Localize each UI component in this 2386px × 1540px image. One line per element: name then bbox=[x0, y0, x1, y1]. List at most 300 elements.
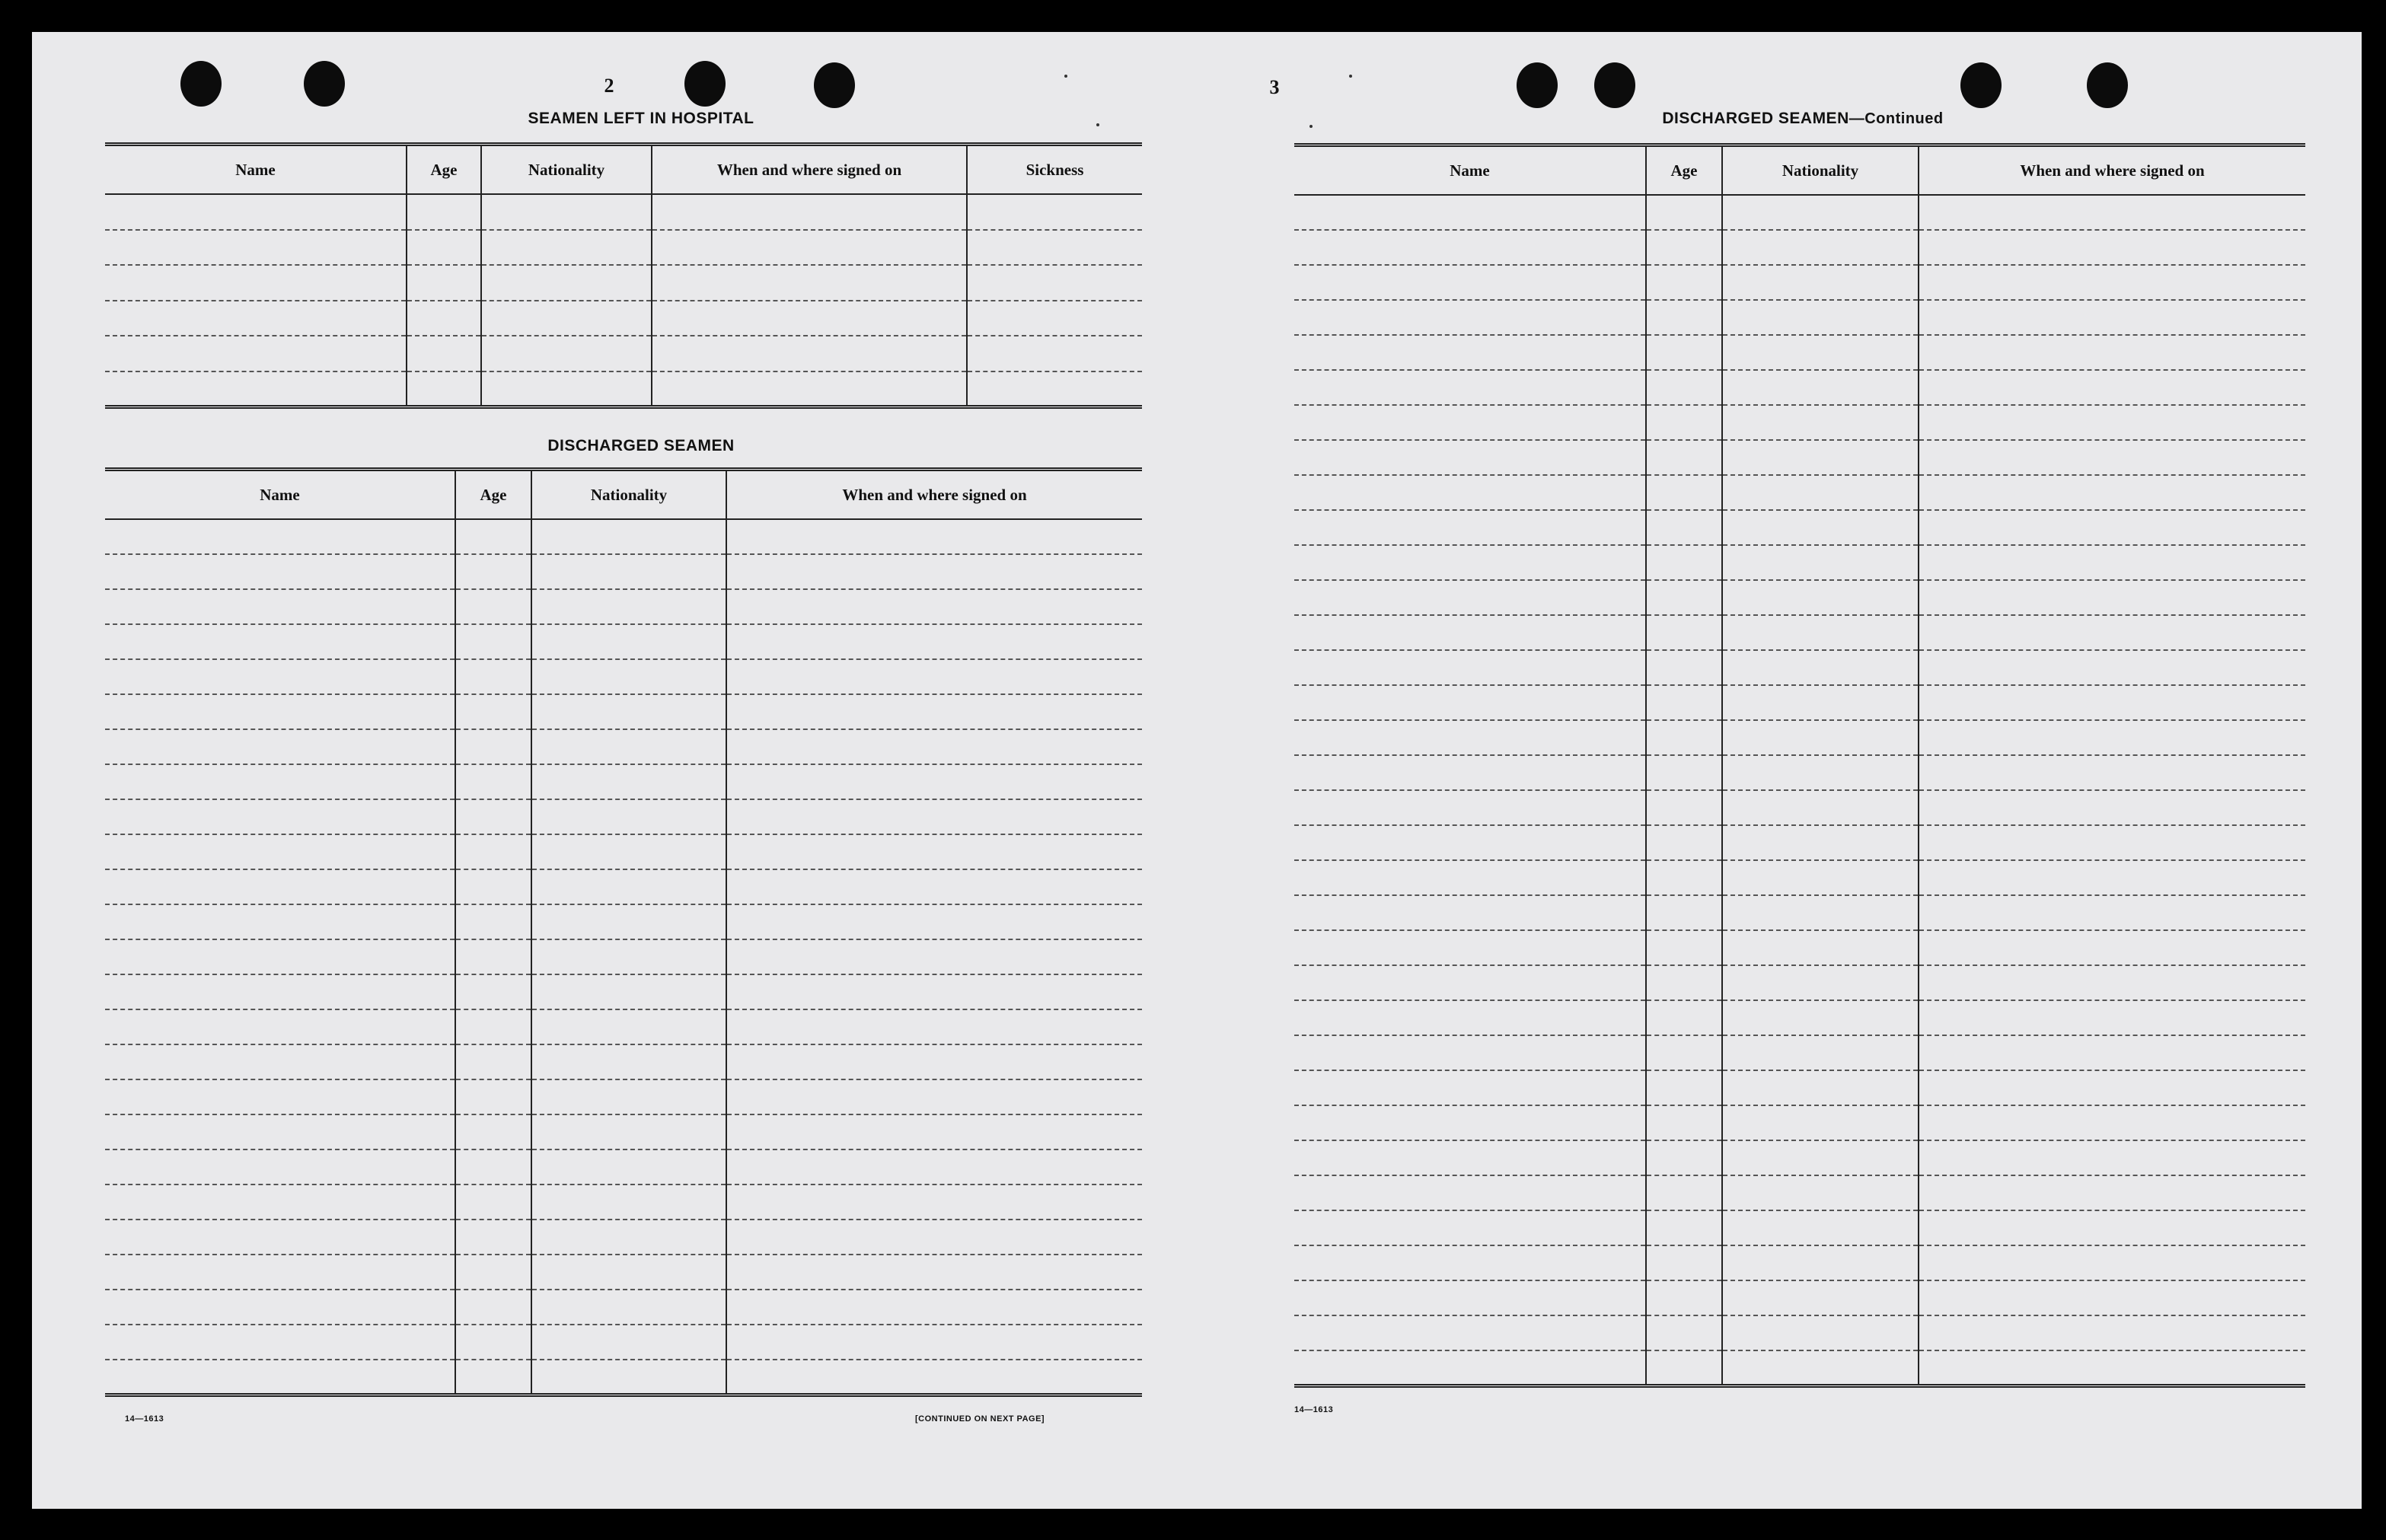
table-cell bbox=[105, 659, 455, 694]
table-cell bbox=[1646, 1035, 1722, 1070]
form-code: 14—1613 bbox=[1294, 1405, 1334, 1414]
table-cell bbox=[1722, 440, 1919, 475]
table-row bbox=[1294, 195, 2305, 230]
table-cell bbox=[531, 764, 726, 799]
table-cell bbox=[105, 1044, 455, 1079]
table-cell bbox=[1646, 1280, 1722, 1315]
table-cell bbox=[1722, 720, 1919, 755]
table-cell bbox=[105, 1255, 455, 1290]
binder-hole bbox=[1594, 62, 1635, 108]
table-cell bbox=[455, 1009, 531, 1044]
table-cell bbox=[1646, 965, 1722, 1000]
binder-hole bbox=[1960, 62, 2002, 108]
table-row bbox=[1294, 545, 2305, 580]
table-cell bbox=[1722, 405, 1919, 440]
table-cell bbox=[1919, 615, 2305, 650]
table-cell bbox=[455, 904, 531, 939]
table-row bbox=[1294, 1350, 2305, 1385]
table-cell bbox=[1294, 1245, 1646, 1280]
table-cell bbox=[967, 371, 1142, 407]
table-cell bbox=[1919, 860, 2305, 895]
table-cell bbox=[105, 764, 455, 799]
column-header-nationality: Nationality bbox=[1722, 145, 1919, 196]
table-cell bbox=[1646, 1350, 1722, 1385]
table-row bbox=[1294, 510, 2305, 545]
table-cell bbox=[1919, 475, 2305, 510]
right-page bbox=[1197, 32, 2362, 1509]
column-header-name: Name bbox=[1294, 145, 1646, 196]
table-row bbox=[105, 729, 1142, 764]
table-cell bbox=[652, 301, 967, 336]
table-cell bbox=[105, 1184, 455, 1220]
column-header-age: Age bbox=[1646, 145, 1722, 196]
table-cell bbox=[455, 694, 531, 729]
table-row bbox=[105, 1044, 1142, 1079]
table-cell bbox=[1294, 615, 1646, 650]
table-cell bbox=[105, 974, 455, 1009]
table-row bbox=[105, 301, 1142, 336]
table-cell bbox=[481, 194, 652, 230]
table-cell bbox=[1722, 1350, 1919, 1385]
table-row bbox=[105, 1079, 1142, 1114]
section-title-suffix: —Continued bbox=[1849, 110, 1944, 127]
scan-speck bbox=[1096, 123, 1099, 126]
binder-hole bbox=[684, 61, 726, 107]
table-cell bbox=[105, 301, 407, 336]
discharged-section-title: DISCHARGED SEAMEN bbox=[547, 437, 735, 454]
table-cell bbox=[1294, 580, 1646, 615]
table-cell bbox=[726, 1114, 1142, 1149]
table-cell bbox=[531, 799, 726, 834]
table-cell bbox=[726, 764, 1142, 799]
table-cell bbox=[407, 336, 481, 371]
table-row bbox=[105, 869, 1142, 904]
table-cell bbox=[1294, 755, 1646, 790]
table-cell bbox=[105, 1220, 455, 1255]
table-cell bbox=[1646, 1245, 1722, 1280]
table-cell bbox=[531, 1114, 726, 1149]
table-row bbox=[105, 904, 1142, 939]
table-cell bbox=[652, 336, 967, 371]
table-row bbox=[1294, 1000, 2305, 1035]
table-cell bbox=[105, 1325, 455, 1360]
hospital-section-title: SEAMEN LEFT IN HOSPITAL bbox=[528, 110, 754, 127]
table-cell bbox=[1919, 1070, 2305, 1105]
table-cell bbox=[1294, 230, 1646, 265]
table-cell bbox=[1294, 1350, 1646, 1385]
table-cell bbox=[455, 659, 531, 694]
table-cell bbox=[1294, 860, 1646, 895]
table-cell bbox=[1919, 1140, 2305, 1175]
table-cell bbox=[1294, 545, 1646, 580]
table-cell bbox=[455, 869, 531, 904]
table-cell bbox=[1722, 895, 1919, 930]
table-row bbox=[1294, 580, 2305, 615]
table-cell bbox=[1294, 720, 1646, 755]
table-cell bbox=[967, 336, 1142, 371]
table-cell bbox=[531, 1220, 726, 1255]
table-cell bbox=[481, 230, 652, 266]
table-row bbox=[1294, 265, 2305, 300]
table-cell bbox=[1294, 405, 1646, 440]
table-cell bbox=[726, 729, 1142, 764]
table-cell bbox=[726, 1255, 1142, 1290]
table-cell bbox=[455, 799, 531, 834]
table-cell bbox=[1722, 965, 1919, 1000]
table-cell bbox=[1294, 475, 1646, 510]
table-cell bbox=[1722, 755, 1919, 790]
table-cell bbox=[1294, 1000, 1646, 1035]
table-row bbox=[1294, 650, 2305, 685]
table-cell bbox=[531, 624, 726, 659]
table-cell bbox=[105, 729, 455, 764]
table-row bbox=[1294, 440, 2305, 475]
table-cell bbox=[1919, 580, 2305, 615]
table-row bbox=[1294, 860, 2305, 895]
table-cell bbox=[726, 869, 1142, 904]
table-row bbox=[105, 1009, 1142, 1044]
table-row bbox=[1294, 615, 2305, 650]
table-cell bbox=[455, 764, 531, 799]
hospital-table bbox=[105, 142, 1142, 409]
table-cell bbox=[1919, 825, 2305, 860]
table-cell bbox=[455, 1255, 531, 1290]
table-row bbox=[1294, 1105, 2305, 1140]
table-cell bbox=[1646, 1315, 1722, 1350]
table-cell bbox=[967, 230, 1142, 266]
table-row bbox=[1294, 300, 2305, 335]
table-cell bbox=[455, 1360, 531, 1395]
table-cell bbox=[652, 194, 967, 230]
table-cell bbox=[407, 265, 481, 301]
table-cell bbox=[1294, 1315, 1646, 1350]
table-cell bbox=[1294, 685, 1646, 720]
column-header-age: Age bbox=[407, 145, 481, 195]
table-row bbox=[1294, 1070, 2305, 1105]
table-cell bbox=[1919, 1210, 2305, 1245]
table-cell bbox=[1294, 1140, 1646, 1175]
table-cell bbox=[1919, 720, 2305, 755]
table-cell bbox=[1646, 195, 1722, 230]
table-cell bbox=[105, 1009, 455, 1044]
table-cell bbox=[1722, 475, 1919, 510]
table-cell bbox=[105, 589, 455, 624]
column-header-sickness: Sickness bbox=[967, 145, 1142, 195]
table-cell bbox=[531, 904, 726, 939]
table-cell bbox=[1294, 895, 1646, 930]
table-cell bbox=[105, 336, 407, 371]
table-cell bbox=[1722, 300, 1919, 335]
table-cell bbox=[1294, 195, 1646, 230]
table-cell bbox=[1919, 650, 2305, 685]
table-cell bbox=[726, 974, 1142, 1009]
table-cell bbox=[1646, 405, 1722, 440]
table-cell bbox=[455, 974, 531, 1009]
table-row bbox=[105, 194, 1142, 230]
table-row bbox=[1294, 405, 2305, 440]
table-cell bbox=[1722, 510, 1919, 545]
table-cell bbox=[1919, 1035, 2305, 1070]
table-cell bbox=[455, 1184, 531, 1220]
table-cell bbox=[1722, 860, 1919, 895]
table-cell bbox=[726, 694, 1142, 729]
table-cell bbox=[1919, 895, 2305, 930]
table-cell bbox=[1919, 1245, 2305, 1280]
table-cell bbox=[1919, 300, 2305, 335]
table-cell bbox=[1646, 1105, 1722, 1140]
table-cell bbox=[531, 589, 726, 624]
table-row bbox=[105, 659, 1142, 694]
scanned-form-sheet bbox=[32, 32, 2362, 1509]
table-cell bbox=[531, 1079, 726, 1114]
table-row bbox=[105, 799, 1142, 834]
table-cell bbox=[1646, 1175, 1722, 1210]
table-cell bbox=[531, 869, 726, 904]
table-row bbox=[1294, 370, 2305, 405]
table-cell bbox=[1722, 1210, 1919, 1245]
table-cell bbox=[1646, 510, 1722, 545]
table-row bbox=[1294, 1280, 2305, 1315]
table-cell bbox=[1294, 1105, 1646, 1140]
table-cell bbox=[105, 1360, 455, 1395]
page-number: 3 bbox=[1269, 76, 1280, 98]
table-cell bbox=[455, 1290, 531, 1325]
table-header-row bbox=[105, 470, 1142, 520]
table-cell bbox=[531, 1325, 726, 1360]
continued-note: [CONTINUED ON NEXT PAGE] bbox=[915, 1414, 1045, 1424]
table-cell bbox=[1722, 685, 1919, 720]
left-page bbox=[32, 32, 1197, 1509]
table-cell bbox=[531, 1149, 726, 1184]
table-row bbox=[1294, 790, 2305, 825]
table-cell bbox=[455, 729, 531, 764]
table-cell bbox=[1919, 965, 2305, 1000]
table-cell bbox=[1722, 825, 1919, 860]
table-cell bbox=[455, 834, 531, 869]
column-header-signed-on: When and where signed on bbox=[1919, 145, 2305, 196]
table-cell bbox=[1919, 230, 2305, 265]
table-cell bbox=[105, 1290, 455, 1325]
table-row bbox=[1294, 230, 2305, 265]
table-cell bbox=[1722, 265, 1919, 300]
table-row bbox=[105, 519, 1142, 554]
binder-hole bbox=[1517, 62, 1558, 108]
table-cell bbox=[455, 589, 531, 624]
table-row bbox=[105, 1255, 1142, 1290]
table-row bbox=[105, 1114, 1142, 1149]
table-cell bbox=[1919, 1105, 2305, 1140]
page-number: 2 bbox=[604, 75, 614, 97]
table-cell bbox=[1722, 370, 1919, 405]
table-row bbox=[105, 834, 1142, 869]
table-cell bbox=[1294, 650, 1646, 685]
column-header-signed-on: When and where signed on bbox=[652, 145, 967, 195]
table-cell bbox=[726, 939, 1142, 974]
table-cell bbox=[105, 624, 455, 659]
table-row bbox=[1294, 1175, 2305, 1210]
binder-hole bbox=[180, 61, 222, 107]
table-cell bbox=[1646, 825, 1722, 860]
table-cell bbox=[1919, 265, 2305, 300]
table-cell bbox=[1294, 335, 1646, 370]
table-row bbox=[105, 1184, 1142, 1220]
scan-speck bbox=[1064, 75, 1067, 78]
table-cell bbox=[1919, 440, 2305, 475]
table-cell bbox=[1646, 1210, 1722, 1245]
table-cell bbox=[1646, 720, 1722, 755]
table-cell bbox=[1722, 580, 1919, 615]
table-cell bbox=[1722, 1175, 1919, 1210]
table-cell bbox=[726, 1044, 1142, 1079]
table-cell bbox=[1919, 335, 2305, 370]
section-title-main: DISCHARGED SEAMEN bbox=[1662, 110, 1849, 127]
table-cell bbox=[1646, 790, 1722, 825]
table-cell bbox=[1294, 300, 1646, 335]
table-cell bbox=[1722, 1280, 1919, 1315]
table-row bbox=[1294, 1035, 2305, 1070]
table-cell bbox=[407, 301, 481, 336]
table-row bbox=[105, 1220, 1142, 1255]
binder-hole bbox=[304, 61, 345, 107]
table-cell bbox=[1722, 230, 1919, 265]
table-cell bbox=[967, 301, 1142, 336]
table-cell bbox=[726, 1009, 1142, 1044]
table-cell bbox=[1646, 685, 1722, 720]
table-cell bbox=[726, 834, 1142, 869]
table-cell bbox=[652, 371, 967, 407]
table-cell bbox=[531, 834, 726, 869]
table-cell bbox=[726, 1325, 1142, 1360]
table-row bbox=[105, 1149, 1142, 1184]
table-cell bbox=[1294, 265, 1646, 300]
table-cell bbox=[1646, 615, 1722, 650]
table-cell bbox=[531, 1044, 726, 1079]
table-row bbox=[1294, 825, 2305, 860]
table-row bbox=[1294, 720, 2305, 755]
table-cell bbox=[1646, 1000, 1722, 1035]
table-cell bbox=[531, 519, 726, 554]
table-row bbox=[105, 974, 1142, 1009]
table-cell bbox=[455, 1079, 531, 1114]
table-cell bbox=[407, 194, 481, 230]
column-header-nationality: Nationality bbox=[481, 145, 652, 195]
table-row bbox=[105, 554, 1142, 589]
table-cell bbox=[105, 834, 455, 869]
table-cell bbox=[1294, 930, 1646, 965]
table-cell bbox=[1646, 860, 1722, 895]
table-cell bbox=[531, 1255, 726, 1290]
table-cell bbox=[967, 194, 1142, 230]
table-cell bbox=[105, 230, 407, 266]
table-cell bbox=[105, 554, 455, 589]
table-cell bbox=[726, 659, 1142, 694]
table-cell bbox=[105, 519, 455, 554]
binder-hole bbox=[2087, 62, 2128, 108]
table-cell bbox=[1646, 265, 1722, 300]
table-row bbox=[105, 371, 1142, 407]
table-cell bbox=[455, 939, 531, 974]
table-cell bbox=[455, 624, 531, 659]
table-cell bbox=[1722, 545, 1919, 580]
table-cell bbox=[726, 1184, 1142, 1220]
table-cell bbox=[455, 1044, 531, 1079]
table-cell bbox=[1294, 1280, 1646, 1315]
form-code: 14—1613 bbox=[125, 1414, 164, 1424]
discharged-continued-title bbox=[1300, 110, 2305, 128]
table-cell bbox=[455, 1114, 531, 1149]
table-cell bbox=[1294, 510, 1646, 545]
table-cell bbox=[1722, 1070, 1919, 1105]
table-row bbox=[105, 764, 1142, 799]
table-cell bbox=[105, 939, 455, 974]
table-row bbox=[1294, 895, 2305, 930]
table-cell bbox=[1646, 370, 1722, 405]
table-cell bbox=[481, 336, 652, 371]
table-cell bbox=[105, 799, 455, 834]
table-cell bbox=[531, 729, 726, 764]
table-cell bbox=[1646, 895, 1722, 930]
table-cell bbox=[726, 1149, 1142, 1184]
table-row bbox=[105, 1360, 1142, 1395]
table-cell bbox=[481, 371, 652, 407]
table-row bbox=[105, 1325, 1142, 1360]
table-cell bbox=[455, 554, 531, 589]
table-cell bbox=[105, 1079, 455, 1114]
table-cell bbox=[1722, 195, 1919, 230]
column-header-nationality: Nationality bbox=[531, 470, 726, 520]
table-row bbox=[105, 265, 1142, 301]
table-cell bbox=[1646, 650, 1722, 685]
table-cell bbox=[1646, 475, 1722, 510]
table-cell bbox=[1646, 300, 1722, 335]
table-cell bbox=[1294, 370, 1646, 405]
table-cell bbox=[1294, 1070, 1646, 1105]
table-cell bbox=[1919, 370, 2305, 405]
table-cell bbox=[105, 1114, 455, 1149]
table-cell bbox=[455, 1325, 531, 1360]
table-row bbox=[105, 336, 1142, 371]
table-row bbox=[1294, 755, 2305, 790]
table-row bbox=[1294, 1245, 2305, 1280]
table-cell bbox=[105, 694, 455, 729]
table-cell bbox=[652, 230, 967, 266]
table-cell bbox=[531, 659, 726, 694]
table-cell bbox=[105, 371, 407, 407]
table-header-row bbox=[1294, 145, 2305, 196]
table-cell bbox=[105, 194, 407, 230]
table-cell bbox=[455, 1149, 531, 1184]
discharged-continued-table bbox=[1294, 143, 2305, 1388]
table-cell bbox=[1722, 1105, 1919, 1140]
table-cell bbox=[1294, 1175, 1646, 1210]
table-cell bbox=[1722, 335, 1919, 370]
table-cell bbox=[1919, 1315, 2305, 1350]
table-cell bbox=[1294, 825, 1646, 860]
table-cell bbox=[1294, 965, 1646, 1000]
table-cell bbox=[531, 1290, 726, 1325]
table-row bbox=[105, 939, 1142, 974]
table-cell bbox=[1919, 545, 2305, 580]
scan-speck bbox=[1349, 75, 1352, 78]
table-row bbox=[1294, 475, 2305, 510]
table-cell bbox=[531, 1360, 726, 1395]
table-cell bbox=[105, 265, 407, 301]
table-row bbox=[105, 624, 1142, 659]
table-cell bbox=[726, 904, 1142, 939]
table-cell bbox=[1722, 1000, 1919, 1035]
table-cell bbox=[531, 554, 726, 589]
table-cell bbox=[1646, 580, 1722, 615]
